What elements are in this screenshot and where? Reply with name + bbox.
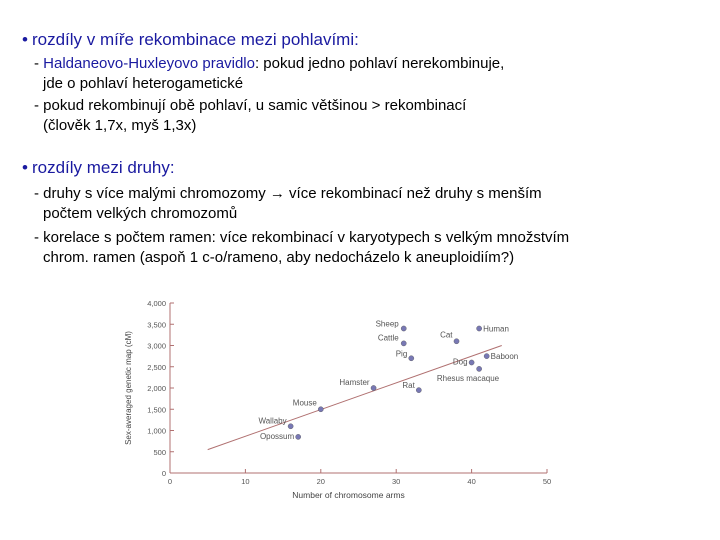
point-label: Cattle [377,333,399,343]
x-tick-label: 10 [241,477,250,486]
data-point [318,407,323,412]
y-tick-label: 1,000 [147,426,166,436]
point-label: Rhesus macaque [436,373,500,383]
data-point [371,385,376,390]
section1-item1 [34,54,504,94]
data-point [484,354,489,359]
x-axis-title: Number of chromosome arms [292,490,405,500]
section1-heading [22,30,359,50]
item-continuation: jde o pohlaví heterogametické [43,75,244,92]
y-axis-title: Sex-averaged genetic map (cM) [124,331,133,445]
y-tick-label: 500 [153,447,166,457]
data-point [401,326,406,331]
y-tick-label: 0 [161,469,166,478]
section2-title: rozdíly mezi druhy: [31,158,175,177]
x-tick-label: 20 [316,477,325,486]
point-label: Pig [395,349,408,359]
data-point [477,366,482,371]
bullet-icon: • [22,30,28,49]
data-point [296,434,301,439]
y-tick-label: 2,500 [147,362,166,372]
x-tick-label: 0 [167,477,173,486]
y-tick-label: 1,500 [147,405,166,415]
data-point [401,341,406,346]
point-label: Dog [452,357,468,367]
rule-name: Haldaneovo-Huxleyovo pravidlo [43,55,255,72]
point-label: Mouse [292,398,317,408]
item-text: : pokud jedno pohlaví nerekombinuje, [254,55,505,72]
point-label: Baboon [490,352,519,362]
x-tick-label: 40 [467,477,476,486]
bullet-icon: • [22,158,28,177]
section2-heading [22,158,175,178]
item-text: - korelace s počtem ramen: více rekombinací v karyotypech s velkým množstvím [34,229,570,246]
point-label: Cat [440,330,453,340]
item-continuation: počtem velkých chromozomů [43,205,238,222]
y-tick-label: 3,500 [147,320,166,330]
item-text: - druhy s více malými chromozomy → více rekombinací než druhy s menším [34,185,542,202]
section1-title: rozdíly v míře rekombinace mezi pohlavími: [31,30,359,49]
dash: - [34,55,44,72]
point-label: Human [483,324,509,334]
data-point [288,424,293,429]
point-label: Rat [402,381,415,391]
data-point [477,326,482,331]
section2-item2 [34,228,569,268]
x-tick-label: 30 [392,477,401,486]
section2-item1 [34,184,542,224]
section1-item2 [34,96,466,136]
item-text: - pokud rekombinují obě pohlaví, u samic většinou > rekombinací [34,97,467,114]
data-point [416,388,421,393]
data-point [409,356,414,361]
point-label: Wallaby [258,416,287,426]
point-label: Hamster [339,378,370,387]
y-tick-label: 4,000 [147,299,166,308]
data-point [454,339,459,344]
y-tick-label: 2,000 [147,384,166,393]
point-label: Sheep [375,319,399,329]
scatter-chart [115,290,565,505]
point-label: Opossum [259,431,295,441]
x-tick-label: 50 [542,477,552,486]
item-continuation: (člověk 1,7x, myš 1,3x) [43,117,197,134]
data-point [469,360,474,365]
item-continuation: chrom. ramen (aspoň 1 c-o/rameno, aby nedocházelo k aneuploidiím?) [43,249,515,266]
y-tick-label: 3,000 [147,341,166,351]
